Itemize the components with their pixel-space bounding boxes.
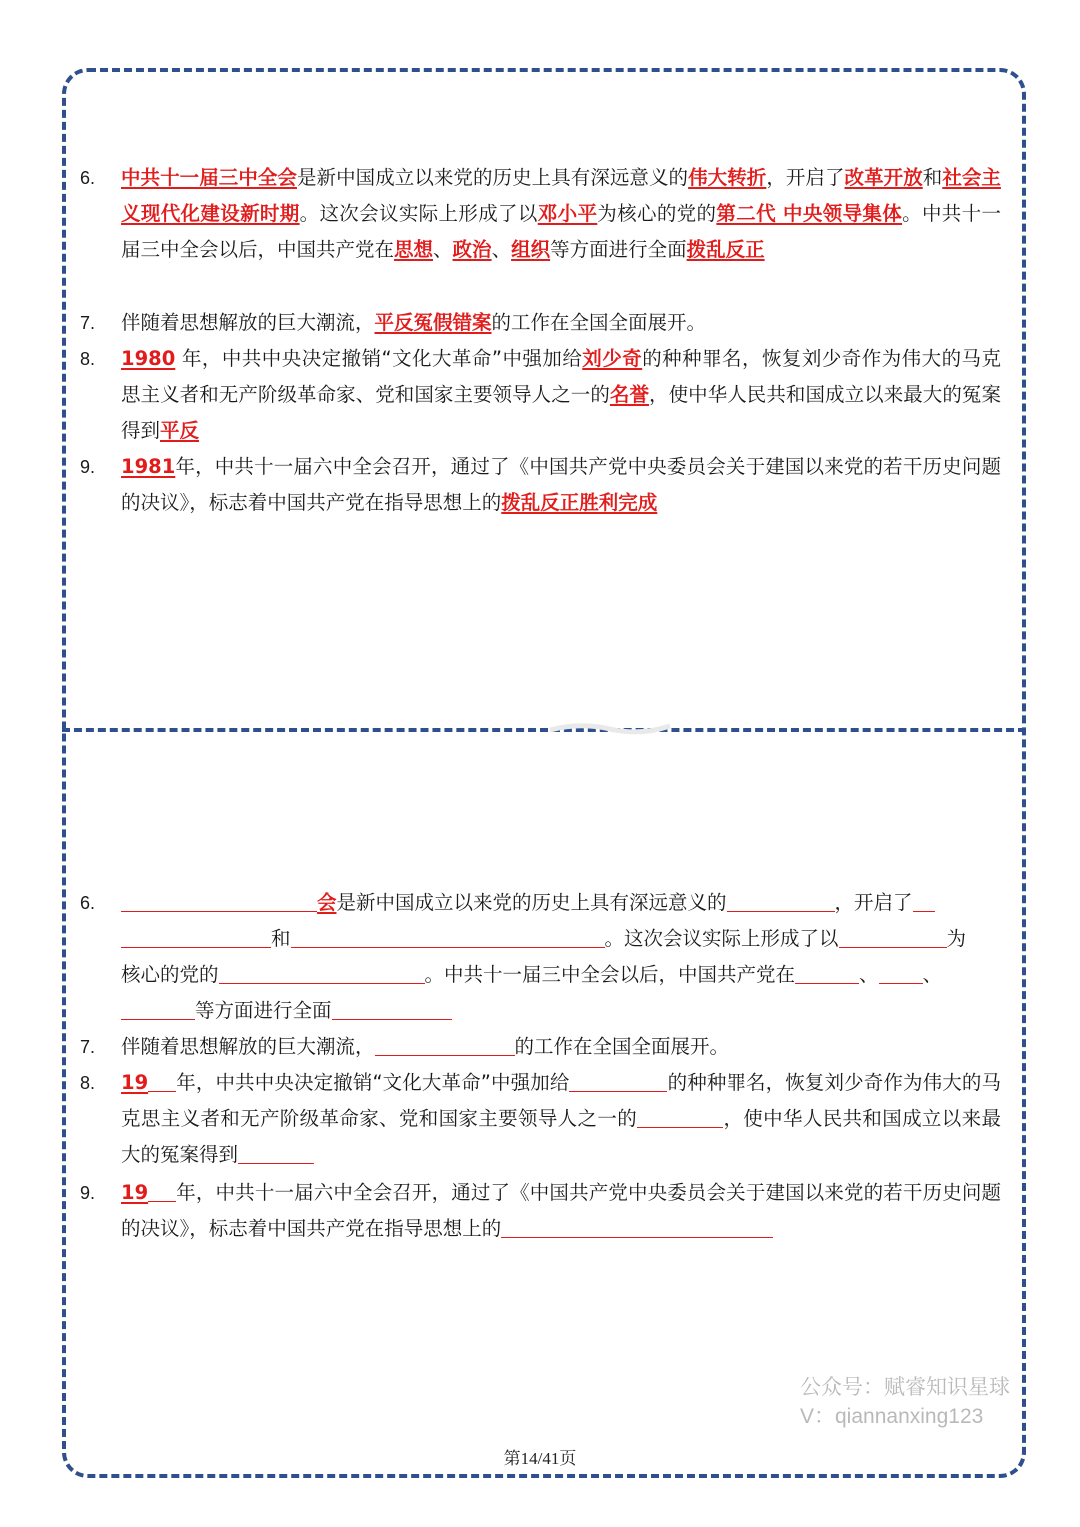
item-number: 6. xyxy=(80,168,96,188)
answer-text: 平反冤假错案 xyxy=(374,311,492,334)
answer-item-9 xyxy=(80,449,1010,521)
item-text: 19 年，中共中央决定撤销“文化大革命”中强加给 的种种罪名，恢复刘少奇作为伟大的马克思主义者和无产阶级革命家、党和国家主要领导人之一的 ，使中华人民共和国成立以来最大的冤案得到 xyxy=(121,1071,1001,1166)
blank-line[interactable] xyxy=(839,925,947,948)
answer-text: 拨乱反正胜利完成 xyxy=(501,491,658,514)
blank-item-6 xyxy=(80,885,1010,1029)
answer-text: 拨乱反正 xyxy=(686,238,765,261)
blank-line[interactable] xyxy=(121,997,195,1020)
blank-line[interactable] xyxy=(795,961,859,984)
blank-line[interactable] xyxy=(121,925,271,948)
blank-line[interactable] xyxy=(238,1141,314,1164)
page-number: 第14/41页 xyxy=(503,1449,577,1468)
blank-line[interactable] xyxy=(121,889,317,912)
watermark xyxy=(800,1373,1010,1431)
item-text: 伴随着思想解放的巨大潮流， 的工作在全国全面展开。 xyxy=(121,1035,730,1058)
item-number: 6. xyxy=(80,893,96,913)
answer-text: 邓小平 xyxy=(537,202,598,225)
item-text: 中共十一届三中全会是新中国成立以来党的历史上具有深远意义的伟大转折，开启了改革开放和社会主义现代化建设新时期。这次会议实际上形成了以邓小平为核心的党的第二代 中央领导集体。中共十一届三中全会以后，中国共产党在思想、政治、组织等方面进行全面拨乱反正 xyxy=(121,166,1001,261)
answer-text: 平反 xyxy=(160,419,200,442)
item-text: 伴随着思想解放的巨大潮流，平反冤假错案的工作在全国全面展开。 xyxy=(121,311,707,334)
answer-item-8 xyxy=(80,341,1010,449)
blank-line[interactable] xyxy=(913,889,935,912)
faint-logo-icon xyxy=(540,716,680,740)
answer-text: 中共十一届三中全会 xyxy=(121,166,297,189)
answer-text: 改革开放 xyxy=(844,166,923,189)
answer-text: 伟大转折 xyxy=(688,166,767,189)
watermark-account: 公众号：赋睿知识星球 xyxy=(800,1376,1010,1399)
blank-item-8 xyxy=(80,1065,1010,1173)
item-number: 7. xyxy=(80,313,96,333)
item-text: 1981年，中共十一届六中全会召开，通过了《中国共产党中央委员会关于建国以来党的若干历史问题的决议》，标志着中国共产党在指导思想上的拨乱反正胜利完成 xyxy=(121,455,1001,514)
blank-item-7 xyxy=(80,1029,1010,1065)
blank-line[interactable] xyxy=(291,925,605,948)
answer-text: 名誉 xyxy=(609,383,650,406)
item-text: 会是新中国成立以来党的历史上具有深远意义的 ，开启了 和 。这次会议实际上形成了以 为 核心的党的 。中共十一届三中全会以后，中国共产党在 、 、 等方面进行全面 xyxy=(121,891,967,1022)
blank-line[interactable] xyxy=(332,997,452,1020)
item-number: 9. xyxy=(80,457,96,477)
answer-item-7 xyxy=(80,305,1010,341)
blank-line[interactable] xyxy=(879,961,923,984)
item-number: 9. xyxy=(80,1183,96,1203)
blank-line[interactable] xyxy=(219,961,425,984)
answer-text: 1980 xyxy=(121,347,176,370)
answer-text: 1981 xyxy=(121,455,176,478)
item-number: 7. xyxy=(80,1037,96,1057)
blank-line[interactable] xyxy=(148,1069,176,1092)
blank-line[interactable] xyxy=(148,1179,176,1202)
answer-text: 19 xyxy=(121,1071,149,1094)
blank-item-9 xyxy=(80,1175,1010,1247)
blank-line[interactable] xyxy=(637,1105,723,1128)
item-text: 1980 年，中共中央决定撤销“文化大革命”中强加给刘少奇的种种罪名，恢复刘少奇作为伟大的马克思主义者和无产阶级革命家、党和国家主要领导人之一的名誉，使中华人民共和国成立以来最大的冤案得到平反 xyxy=(121,347,1001,442)
blank-line[interactable] xyxy=(375,1033,515,1056)
answer-text: 思想 xyxy=(394,238,434,261)
answer-text: 刘少奇 xyxy=(582,347,643,370)
answer-text: 政治 xyxy=(452,238,492,261)
answer-item-6 xyxy=(80,160,1010,268)
blank-line[interactable] xyxy=(501,1215,773,1238)
blank-line[interactable] xyxy=(569,1069,667,1092)
answer-text: 第二代 中央领导集体 xyxy=(716,202,903,225)
item-number: 8. xyxy=(80,1073,96,1093)
dashed-card-frame xyxy=(62,68,1026,1478)
answer-text: 组织 xyxy=(511,238,551,261)
blank-line[interactable] xyxy=(727,889,835,912)
watermark-contact: V：qiannanxing123 xyxy=(800,1405,984,1428)
answer-text: 19 xyxy=(121,1181,149,1204)
item-text: 19 年，中共十一届六中全会召开，通过了《中国共产党中央委员会关于建国以来党的若干历史问题的决议》，标志着中国共产党在指导思想上的 xyxy=(121,1181,1001,1240)
answer-text: 社会主义现代化建设新时期 xyxy=(121,166,1001,225)
answer-text: 会 xyxy=(317,891,337,914)
item-number: 8. xyxy=(80,349,96,369)
